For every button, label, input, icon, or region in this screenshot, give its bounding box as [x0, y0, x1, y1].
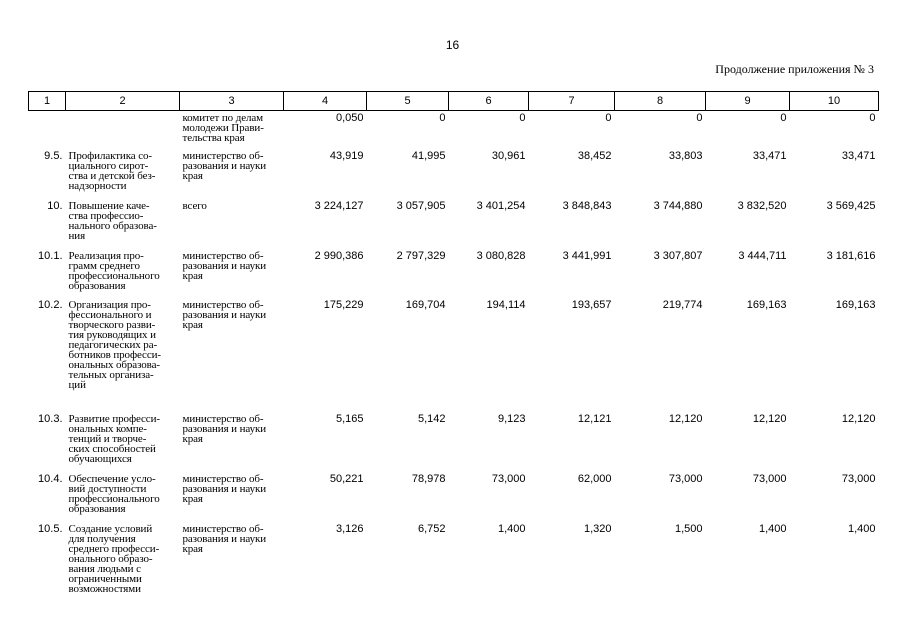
- value-cell: 1,400: [497, 522, 526, 535]
- value-cell: 41,995: [411, 149, 446, 162]
- value-cell: 3 224,127: [314, 199, 364, 212]
- row-number: 10.1.: [38, 249, 63, 262]
- value-cell: 33,471: [841, 149, 876, 162]
- row-number: 10.4.: [38, 472, 63, 485]
- value-cell: 0: [780, 112, 787, 124]
- header-cell-5: 5: [367, 92, 449, 111]
- value-cell: 73,000: [841, 472, 876, 485]
- row-name: Реализация про- грамм среднего профессионального образования: [68, 249, 160, 292]
- value-cell: 33,803: [668, 149, 703, 162]
- row-name: [66, 111, 180, 149]
- value-cell: 193,657: [571, 298, 612, 311]
- row-executor: министерство об- разования и науки края: [182, 472, 267, 505]
- value-cell: 3 401,254: [476, 199, 526, 212]
- value-cell: 3 744,880: [653, 199, 703, 212]
- value-cell: 78,978: [411, 472, 446, 485]
- value-cell: 2 797,329: [396, 249, 446, 262]
- value-cell: 73,000: [668, 472, 703, 485]
- value-cell: 0: [605, 112, 612, 124]
- value-cell: 194,114: [486, 298, 526, 311]
- value-cell: 3 832,520: [737, 199, 787, 212]
- value-cell: 3 569,425: [826, 199, 876, 212]
- value-cell: 2 990,386: [314, 249, 364, 262]
- value-cell: 3 444,711: [738, 249, 787, 262]
- row-name: Обеспечение усло- вий доступности профессионального образования: [68, 472, 160, 515]
- row-number: 10.3.: [38, 412, 63, 425]
- value-cell: 169,163: [746, 298, 787, 311]
- value-cell: 219,774: [662, 298, 703, 311]
- row-name: Профилактика со- циального сирот- ства и детской без- надзорности: [68, 149, 156, 192]
- table-row: [29, 472, 879, 522]
- value-cell: 3 057,905: [396, 199, 446, 212]
- value-cell: 62,000: [577, 472, 612, 485]
- row-executor: министерство об- разования и науки края: [182, 149, 267, 182]
- value-cell: 73,000: [752, 472, 787, 485]
- row-number: 10.2.: [38, 298, 63, 311]
- table-row: [29, 412, 879, 472]
- row-name: Развитие професси- ональных компе- тенций и творче- ских способностей обучающихся: [68, 412, 160, 465]
- value-cell: 12,121: [577, 412, 612, 425]
- row-number: 9.5.: [44, 149, 63, 162]
- header-cell-6: 6: [449, 92, 529, 111]
- value-cell: 3 080,828: [476, 249, 526, 262]
- value-cell: 73,000: [491, 472, 526, 485]
- row-executor: министерство об- разования и науки края: [182, 412, 267, 445]
- value-cell: 169,704: [405, 298, 446, 311]
- row-number: 10.: [47, 199, 63, 212]
- table-row: [29, 111, 879, 149]
- row-executor: комитет по делам молодежи Прави- тельства края: [182, 112, 264, 144]
- value-cell: 3 181,616: [826, 249, 876, 262]
- value-cell: 0: [696, 112, 703, 124]
- row-executor: всего: [182, 199, 207, 212]
- value-cell: 5,142: [417, 412, 446, 425]
- row-number: 10.5.: [38, 522, 63, 535]
- value-cell: 12,120: [668, 412, 703, 425]
- row-executor: министерство об- разования и науки края: [182, 522, 267, 555]
- value-cell: 3,126: [335, 522, 364, 535]
- page-number: 16: [445, 38, 460, 52]
- value-cell: 3 307,807: [653, 249, 703, 262]
- header-cell-2: 2: [66, 92, 180, 111]
- value-cell: 1,400: [847, 522, 876, 535]
- row-name: Повышение каче- ства профессио- нального образова- ния: [68, 199, 157, 242]
- header-cell-7: 7: [529, 92, 615, 111]
- value-cell: 1,400: [758, 522, 787, 535]
- value-cell: 1,500: [674, 522, 703, 535]
- table-row: [29, 199, 879, 249]
- value-cell: 43,919: [329, 149, 364, 162]
- table-row: [29, 149, 879, 199]
- value-cell: 5,165: [335, 412, 364, 425]
- row-executor: министерство об- разования и науки края: [182, 298, 267, 331]
- table-row: [29, 298, 879, 412]
- value-cell: 50,221: [329, 472, 364, 485]
- value-cell: 0: [869, 112, 876, 124]
- value-cell: 38,452: [577, 149, 612, 162]
- table-row: [29, 249, 879, 298]
- value-cell: 0: [519, 112, 526, 124]
- value-cell: 3 848,843: [562, 199, 612, 212]
- row-number: [29, 111, 66, 149]
- value-cell: 0,050: [335, 112, 364, 124]
- header-cell-1: 1: [29, 92, 66, 111]
- value-cell: 3 441,991: [562, 249, 612, 262]
- value-cell: 12,120: [841, 412, 876, 425]
- value-cell: 175,229: [323, 298, 364, 311]
- value-cell: 6,752: [417, 522, 446, 535]
- header-cell-3: 3: [180, 92, 284, 111]
- header-cell-9: 9: [706, 92, 790, 111]
- value-cell: 169,163: [835, 298, 876, 311]
- value-cell: 1,320: [583, 522, 612, 535]
- value-cell: 0: [439, 112, 446, 124]
- value-cell: 30,961: [491, 149, 526, 162]
- table-row: [29, 522, 879, 606]
- row-name: Организация про- фессионального и творческого разви- тия руководящих и педагогических ра- ботников професси- ональных образова- тельных организа- ций: [68, 298, 161, 391]
- value-cell: 9,123: [497, 412, 526, 425]
- value-cell: 12,120: [752, 412, 787, 425]
- header-cell-4: 4: [284, 92, 367, 111]
- continuation-note: Продолжение приложения № 3: [715, 62, 874, 76]
- value-cell: 33,471: [752, 149, 787, 162]
- row-executor: министерство об- разования и науки края: [182, 249, 267, 282]
- budget-table: [28, 91, 879, 606]
- header-cell-8: 8: [615, 92, 706, 111]
- header-cell-10: 10: [790, 92, 879, 111]
- header-row: [29, 92, 879, 111]
- row-name: Создание условий для получения среднего професси- онального образо- вания людьми с ограниченными возможностями: [68, 522, 160, 595]
